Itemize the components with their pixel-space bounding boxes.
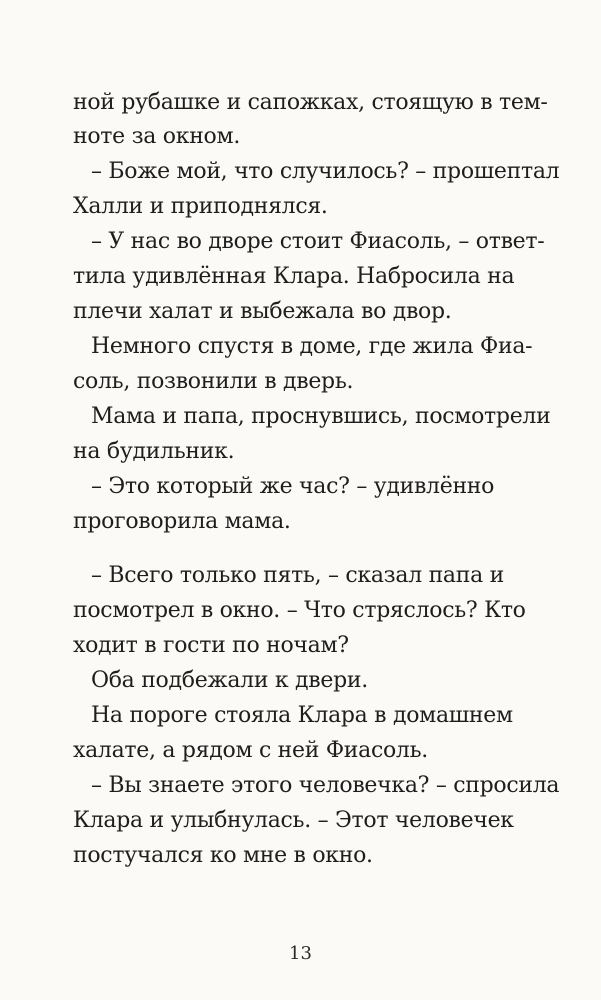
text-line: – Всего только пять, – сказал папа и bbox=[91, 563, 504, 588]
text-line: халате, а рядом с ней Фиасоль. bbox=[73, 738, 428, 763]
text-line: ной рубашке и сапожках, стоящую в тем- bbox=[73, 90, 548, 115]
text-line: соль, позвонили в дверь. bbox=[73, 369, 354, 394]
text-line: – Это который же час? – удивлённо bbox=[91, 474, 495, 499]
text-line: Немного спустя в доме, где жила Фиа- bbox=[91, 334, 533, 359]
text-line: На пороге стояла Клара в домашнем bbox=[91, 703, 513, 728]
text-line: ноте за окном. bbox=[73, 124, 241, 149]
text-line: Оба подбежали к двери. bbox=[91, 668, 368, 693]
text-line: плечи халат и выбежала во двор. bbox=[73, 299, 452, 324]
text-line: Клара и улыбнулась. – Этот человечек bbox=[73, 808, 514, 833]
text-line: на будильник. bbox=[73, 439, 235, 464]
text-line: Мама и папа, проснувшись, посмотрели bbox=[91, 404, 551, 429]
text-line: проговорила мама. bbox=[73, 509, 291, 534]
text-line: – У нас во дворе стоит Фиасоль, – ответ- bbox=[91, 229, 545, 254]
page-number: 13 bbox=[289, 943, 312, 964]
text-line: Халли и приподнялся. bbox=[73, 194, 328, 219]
text-line: ходит в гости по ночам? bbox=[73, 633, 349, 658]
text-line: посмотрел в окно. – Что стряслось? Кто bbox=[73, 598, 526, 623]
text-line: постучался ко мне в окно. bbox=[73, 843, 373, 868]
text-line: тила удивлённая Клара. Набросила на bbox=[73, 264, 515, 289]
text-line: – Боже мой, что случилось? – прошептал bbox=[91, 159, 560, 184]
text-line: – Вы знаете этого человечка? – спросила bbox=[91, 773, 560, 798]
